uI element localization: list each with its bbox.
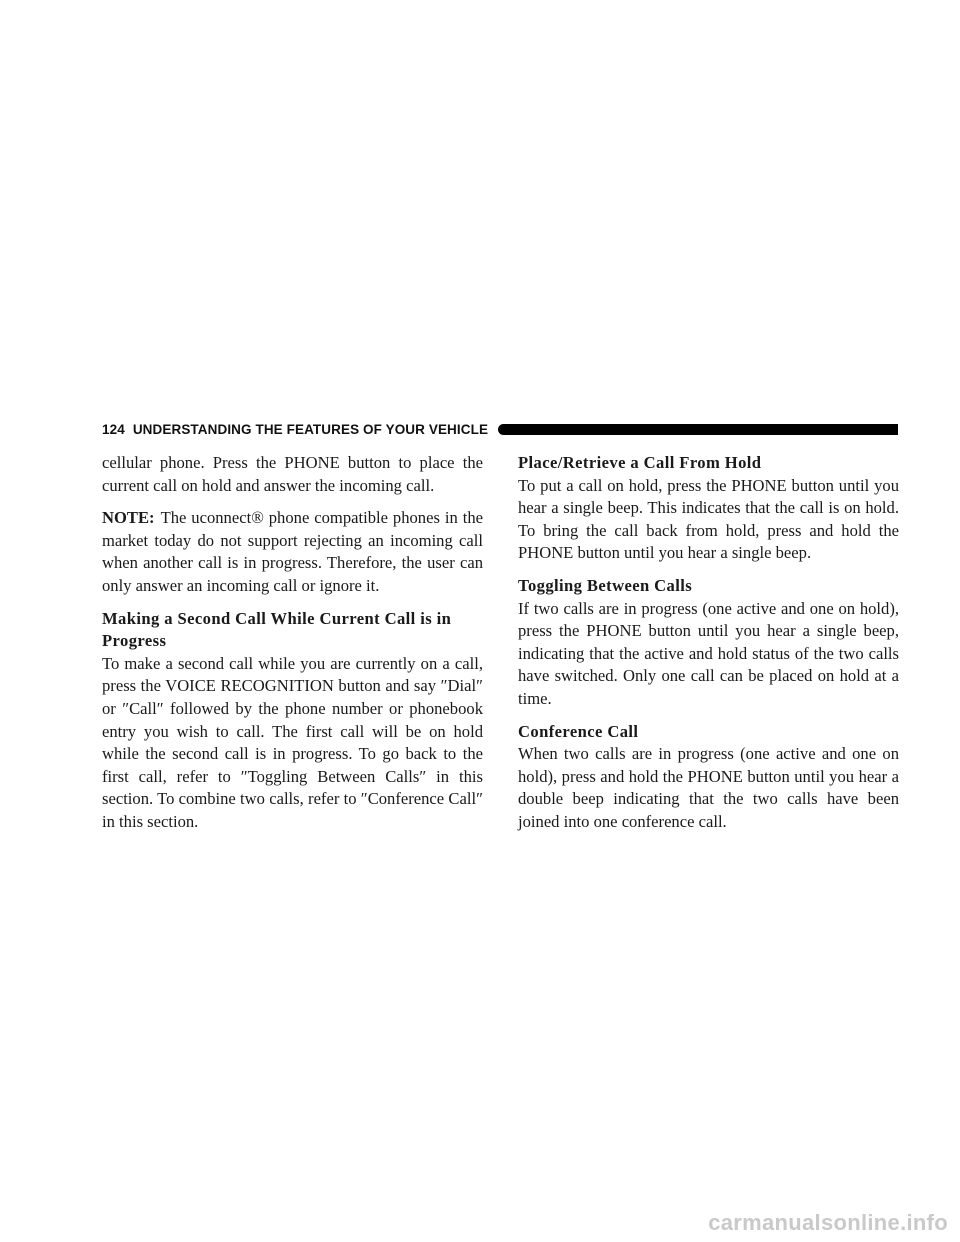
toggle-paragraph: If two calls are in progress (one active and one on hold), press the PHONE button until you hear a single beep, indicating that the active and hold status of the two calls have switched. Only one call can be placed on hold at a time.: [518, 598, 899, 708]
watermark: carmanualsonline.info: [708, 1210, 948, 1235]
note-paragraph: [102, 507, 483, 597]
heading-toggle: Toggling Between Calls: [518, 575, 693, 595]
section-title: UNDERSTANDING THE FEATURES OF YOUR VEHICLE: [132, 421, 489, 437]
header-rule: [498, 424, 898, 435]
left-column: [102, 452, 483, 844]
intro-paragraph: cellular phone. Press the PHONE button to place the current call on hold and answer the incoming call.: [102, 453, 483, 495]
right-column: [518, 452, 899, 844]
conference-paragraph: When two calls are in progress (one active and one on hold), press and hold the PHONE button until you hear a double beep indicating that the two calls have been joined into one conference call.: [518, 744, 899, 831]
note-text: The uconnect® phone compatible phones in the market today do not support rejecting an incoming call when another call is in progress. Therefore, the user can only answer an incoming call or ignore it.: [102, 508, 483, 595]
heading-second-call: Making a Second Call While Current Call is in Progress: [102, 608, 452, 651]
page-number: 124: [102, 421, 125, 437]
heading-conference: Conference Call: [518, 721, 639, 741]
note-label: NOTE:: [102, 508, 155, 528]
page-header: [102, 420, 898, 438]
heading-hold: Place/Retrieve a Call From Hold: [518, 453, 762, 472]
hold-paragraph: To put a call on hold, press the PHONE button until you hear a single beep. This indicates that the call is on hold. To bring the call back from hold, press and hold the PHONE button until you hear a single beep.: [518, 475, 899, 563]
second-call-paragraph: To make a second call while you are currently on a call, press the VOICE RECOGNITION button and say ″Dial″ or ″Call″ followed by the phone number or phonebook entry you wish to call. The first call will be on hold while the second call is in progress. To go back to the first call, refer to ″Toggling Between Calls″ in this section. To combine two calls, refer to ″Conference Call″ in this section.: [102, 653, 483, 831]
